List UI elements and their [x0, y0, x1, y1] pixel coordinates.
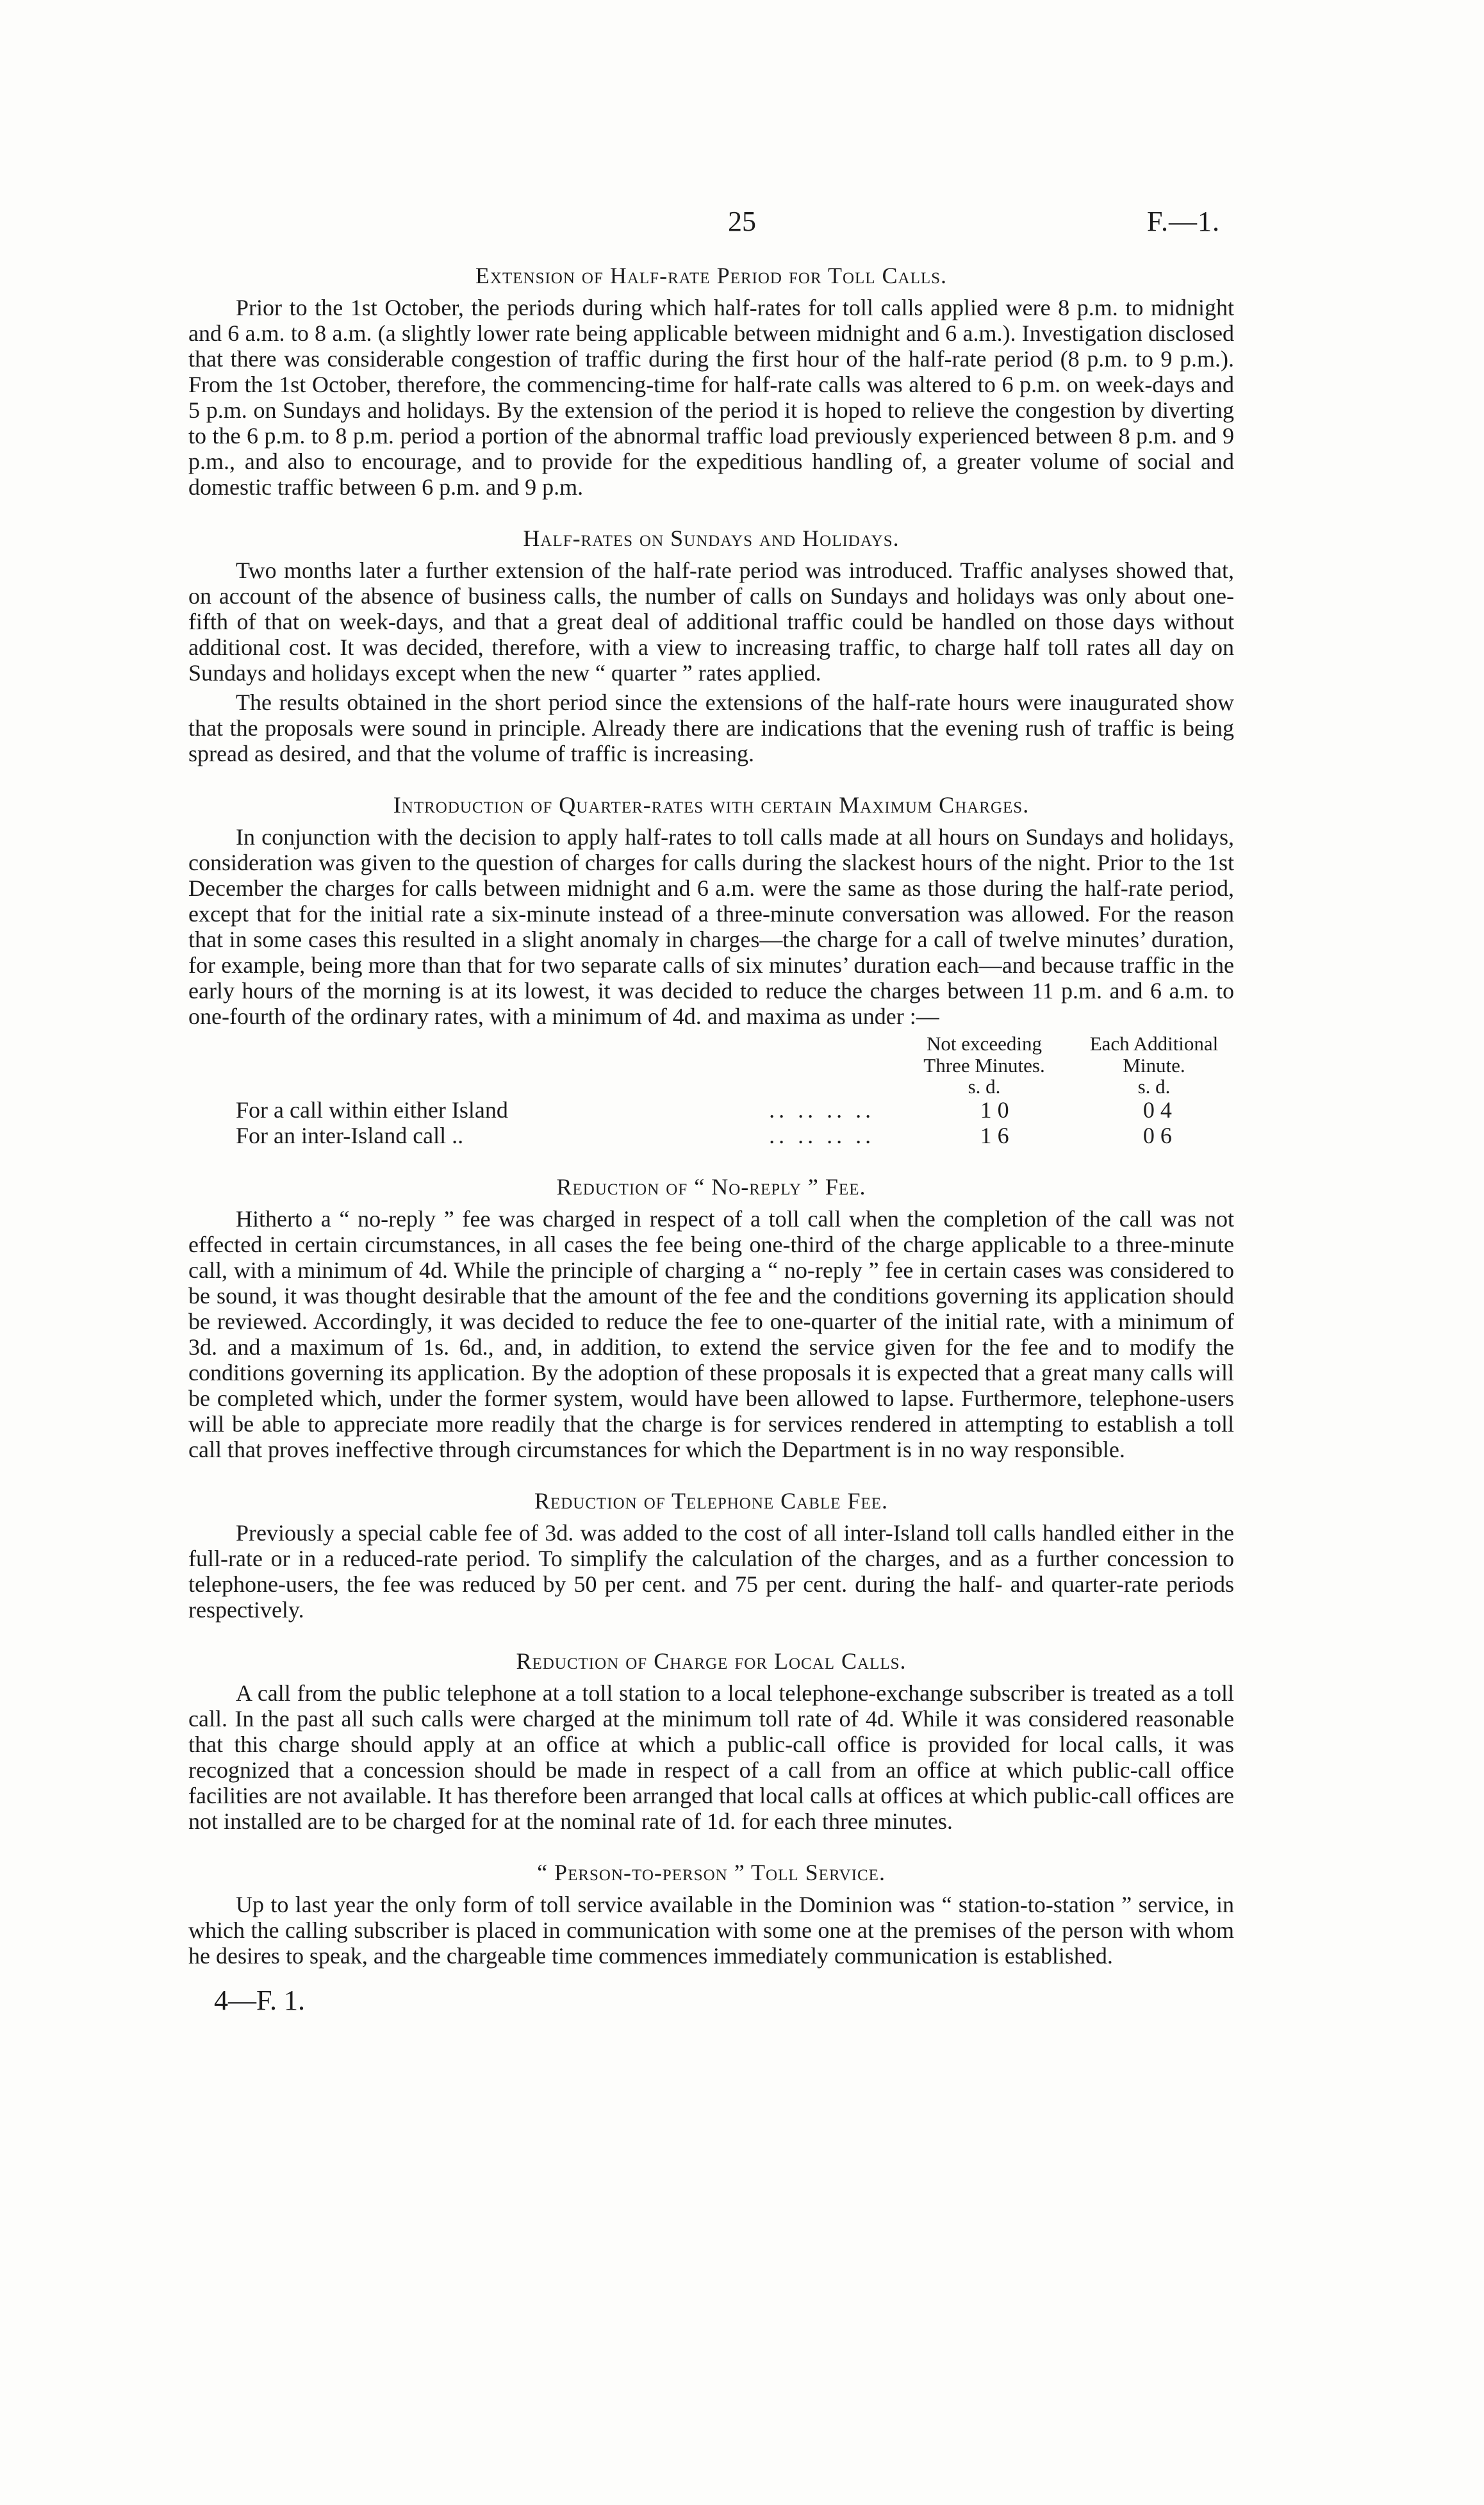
paragraph: Two months later a further extension of the half-rate period was introduced. Traffic analyses showed that, on account of the absence of business calls, the number of calls on Sundays and holidays was only about one-fifth of that on week-days, and that a great deal of additional traffic could be handled on those days without additional cost. It was decided, therefore, with a view to increasing traffic, to charge half toll rates all day on Sundays and holidays except when the new “ quarter ” rates applied.	[188, 558, 1234, 686]
col-header-each-additional: Each Additional Minute.	[1089, 1032, 1219, 1077]
paragraph: In conjunction with the decision to apply half-rates to toll calls made at all hours on Sundays and holidays, consideration was given to the question of charges for calls during the slackest hours of the night. Prior to the 1st December the charges for calls between midnight and 6 a.m. were the same as those during the half-rate period, except that for the initial rate a six-minute instead of a three-minute conversation was allowed. For the reason that in some cases this resulted in a slight anomaly in charges—the charge for a call of twelve minutes’ duration, for example, being more than that for two separate calls of six minutes’ duration each—and because traffic in the early hours of the morning is at its lowest, it was decided to reduce the charges between 11 p.m. and 6 a.m. to one-fourth of the ordinary rates, with a minimum of 4d. and maxima as under :—	[188, 824, 1234, 1029]
section-cable-fee	[188, 1488, 1234, 1623]
document-body	[188, 263, 1234, 2016]
row-value-three-minutes: 1 6	[980, 1123, 1009, 1148]
section-half-rates-sundays	[188, 525, 1234, 766]
row-leader-dots: .. .. .. ..	[769, 1097, 875, 1123]
section-heading: Reduction of Telephone Cable Fee.	[534, 1488, 889, 1514]
section-local-calls	[188, 1648, 1234, 1834]
section-heading: Half-rates on Sundays and Holidays.	[523, 525, 900, 551]
section-heading: “ Person-to-person ” Toll Service.	[537, 1860, 886, 1885]
paragraph: Hitherto a “ no-reply ” fee was charged in respect of a toll call when the completion of the call was not effected in certain circumstances, in all cases the fee being one-third of the charge applicable to a three-minute call, with a minimum of 4d. While the principle of charging a “ no-reply ” fee in certain cases was considered to be sound, it was thought desirable that the amount of the fee and the conditions governing its application should be reviewed. Accordingly, it was decided to reduce the fee to one-quarter of the initial rate, with a minimum of 3d. and a maximum of 1s. 6d., and, in addition, to extend the service given for the fee and to modify the conditions governing its application. By the adoption of these proposals it is expected that a great many calls will be completed which, under the former system, would have been allowed to lapse. Furthermore, telephone-users will be able to appreciate more readily that the charge is for services rendered in attempting to establish a toll call that proves ineffective through circumstances for which the Department is in no way responsible.	[188, 1206, 1234, 1462]
paragraph: The results obtained in the short period since the extensions of the half-rate hours were inaugurated show that the proposals were sound in principle. Already there are indications that the evening rush of traffic is being spread as desired, and that the volume of traffic is increasing.	[188, 690, 1234, 766]
row-label: For an inter-Island call ..	[236, 1123, 464, 1148]
section-half-rate-extension	[188, 263, 1234, 500]
section-heading: Reduction of Charge for Local Calls.	[516, 1648, 907, 1674]
rate-table	[188, 1033, 1234, 1148]
paragraph: A call from the public telephone at a toll station to a local telephone-exchange subscriber is treated as a toll call. In the past all such calls were charged at the minimum toll rate of 4d. While it was considered reasonable that this charge should apply at an office at which a public-call office is provided for local calls, it was recognized that a concession should be made in respect of a call from an office at which public-call office facilities are not available. It has therefore been arranged that local calls at offices at which public-call offices are not installed are to be charged for at the nominal rate of 1d. for each three minutes.	[188, 1680, 1234, 1834]
row-value-additional-minute: 0 6	[1142, 1123, 1172, 1148]
col-units: s. d.	[1137, 1075, 1171, 1098]
row-label: For a call within either Island	[236, 1097, 508, 1123]
paragraph: Previously a special cable fee of 3d. was added to the cost of all inter-Island toll calls handled either in the full-rate or in a reduced-rate period. To simplify the calculation of the charges, and as a further concession to telephone-users, the fee was reduced by 50 per cent. and 75 per cent. during the half- and quarter-rate periods respectively.	[188, 1520, 1234, 1623]
section-quarter-rates	[188, 792, 1234, 1148]
col-units: s. d.	[968, 1075, 1001, 1098]
section-no-reply-fee	[188, 1174, 1234, 1462]
table-row	[188, 1097, 1234, 1123]
section-heading: Introduction of Quarter-rates with certain Maximum Charges.	[393, 792, 1030, 818]
page-number: 25	[728, 206, 756, 237]
row-leader-dots: .. .. .. ..	[769, 1123, 875, 1148]
col-header-not-exceeding: Not exceeding Three Minutes.	[923, 1032, 1045, 1077]
document-reference: F.—1.	[1147, 206, 1220, 237]
section-heading: Reduction of “ No-reply ” Fee.	[556, 1174, 866, 1200]
row-value-additional-minute: 0 4	[1142, 1097, 1172, 1123]
section-person-to-person	[188, 1860, 1234, 1969]
paragraph: Up to last year the only form of toll service available in the Dominion was “ station-to-station ” service, in which the calling subscriber is placed in communication with some one at the premises of the person with whom he desires to speak, and the chargeable time commences immediately communication is established.	[188, 1892, 1234, 1969]
row-value-three-minutes: 1 0	[980, 1097, 1009, 1123]
signature-mark: 4—F. 1.	[214, 1985, 305, 2016]
paragraph: Prior to the 1st October, the periods during which half-rates for toll calls applied were 8 p.m. to midnight and 6 a.m. to 8 a.m. (a slightly lower rate being applicable between midnight and 6 a.m.). Investigation disclosed that there was considerable congestion of traffic during the first hour of the half-rate period (8 p.m. to 9 p.m.). From the 1st October, therefore, the commencing-time for half-rate calls was altered to 6 p.m. on week-days and 5 p.m. on Sundays and holidays. By the extension of the period it is hoped to relieve the congestion by diverting to the 6 p.m. to 8 p.m. period a portion of the abnormal traffic load previously experienced between 8 p.m. and 9 p.m., and also to encourage, and to provide for the expeditious handling of, a greater volume of social and domestic traffic between 6 p.m. and 9 p.m.	[188, 295, 1234, 500]
table-row	[188, 1123, 1234, 1148]
section-heading: Extension of Half-rate Period for Toll Calls.	[475, 263, 948, 288]
